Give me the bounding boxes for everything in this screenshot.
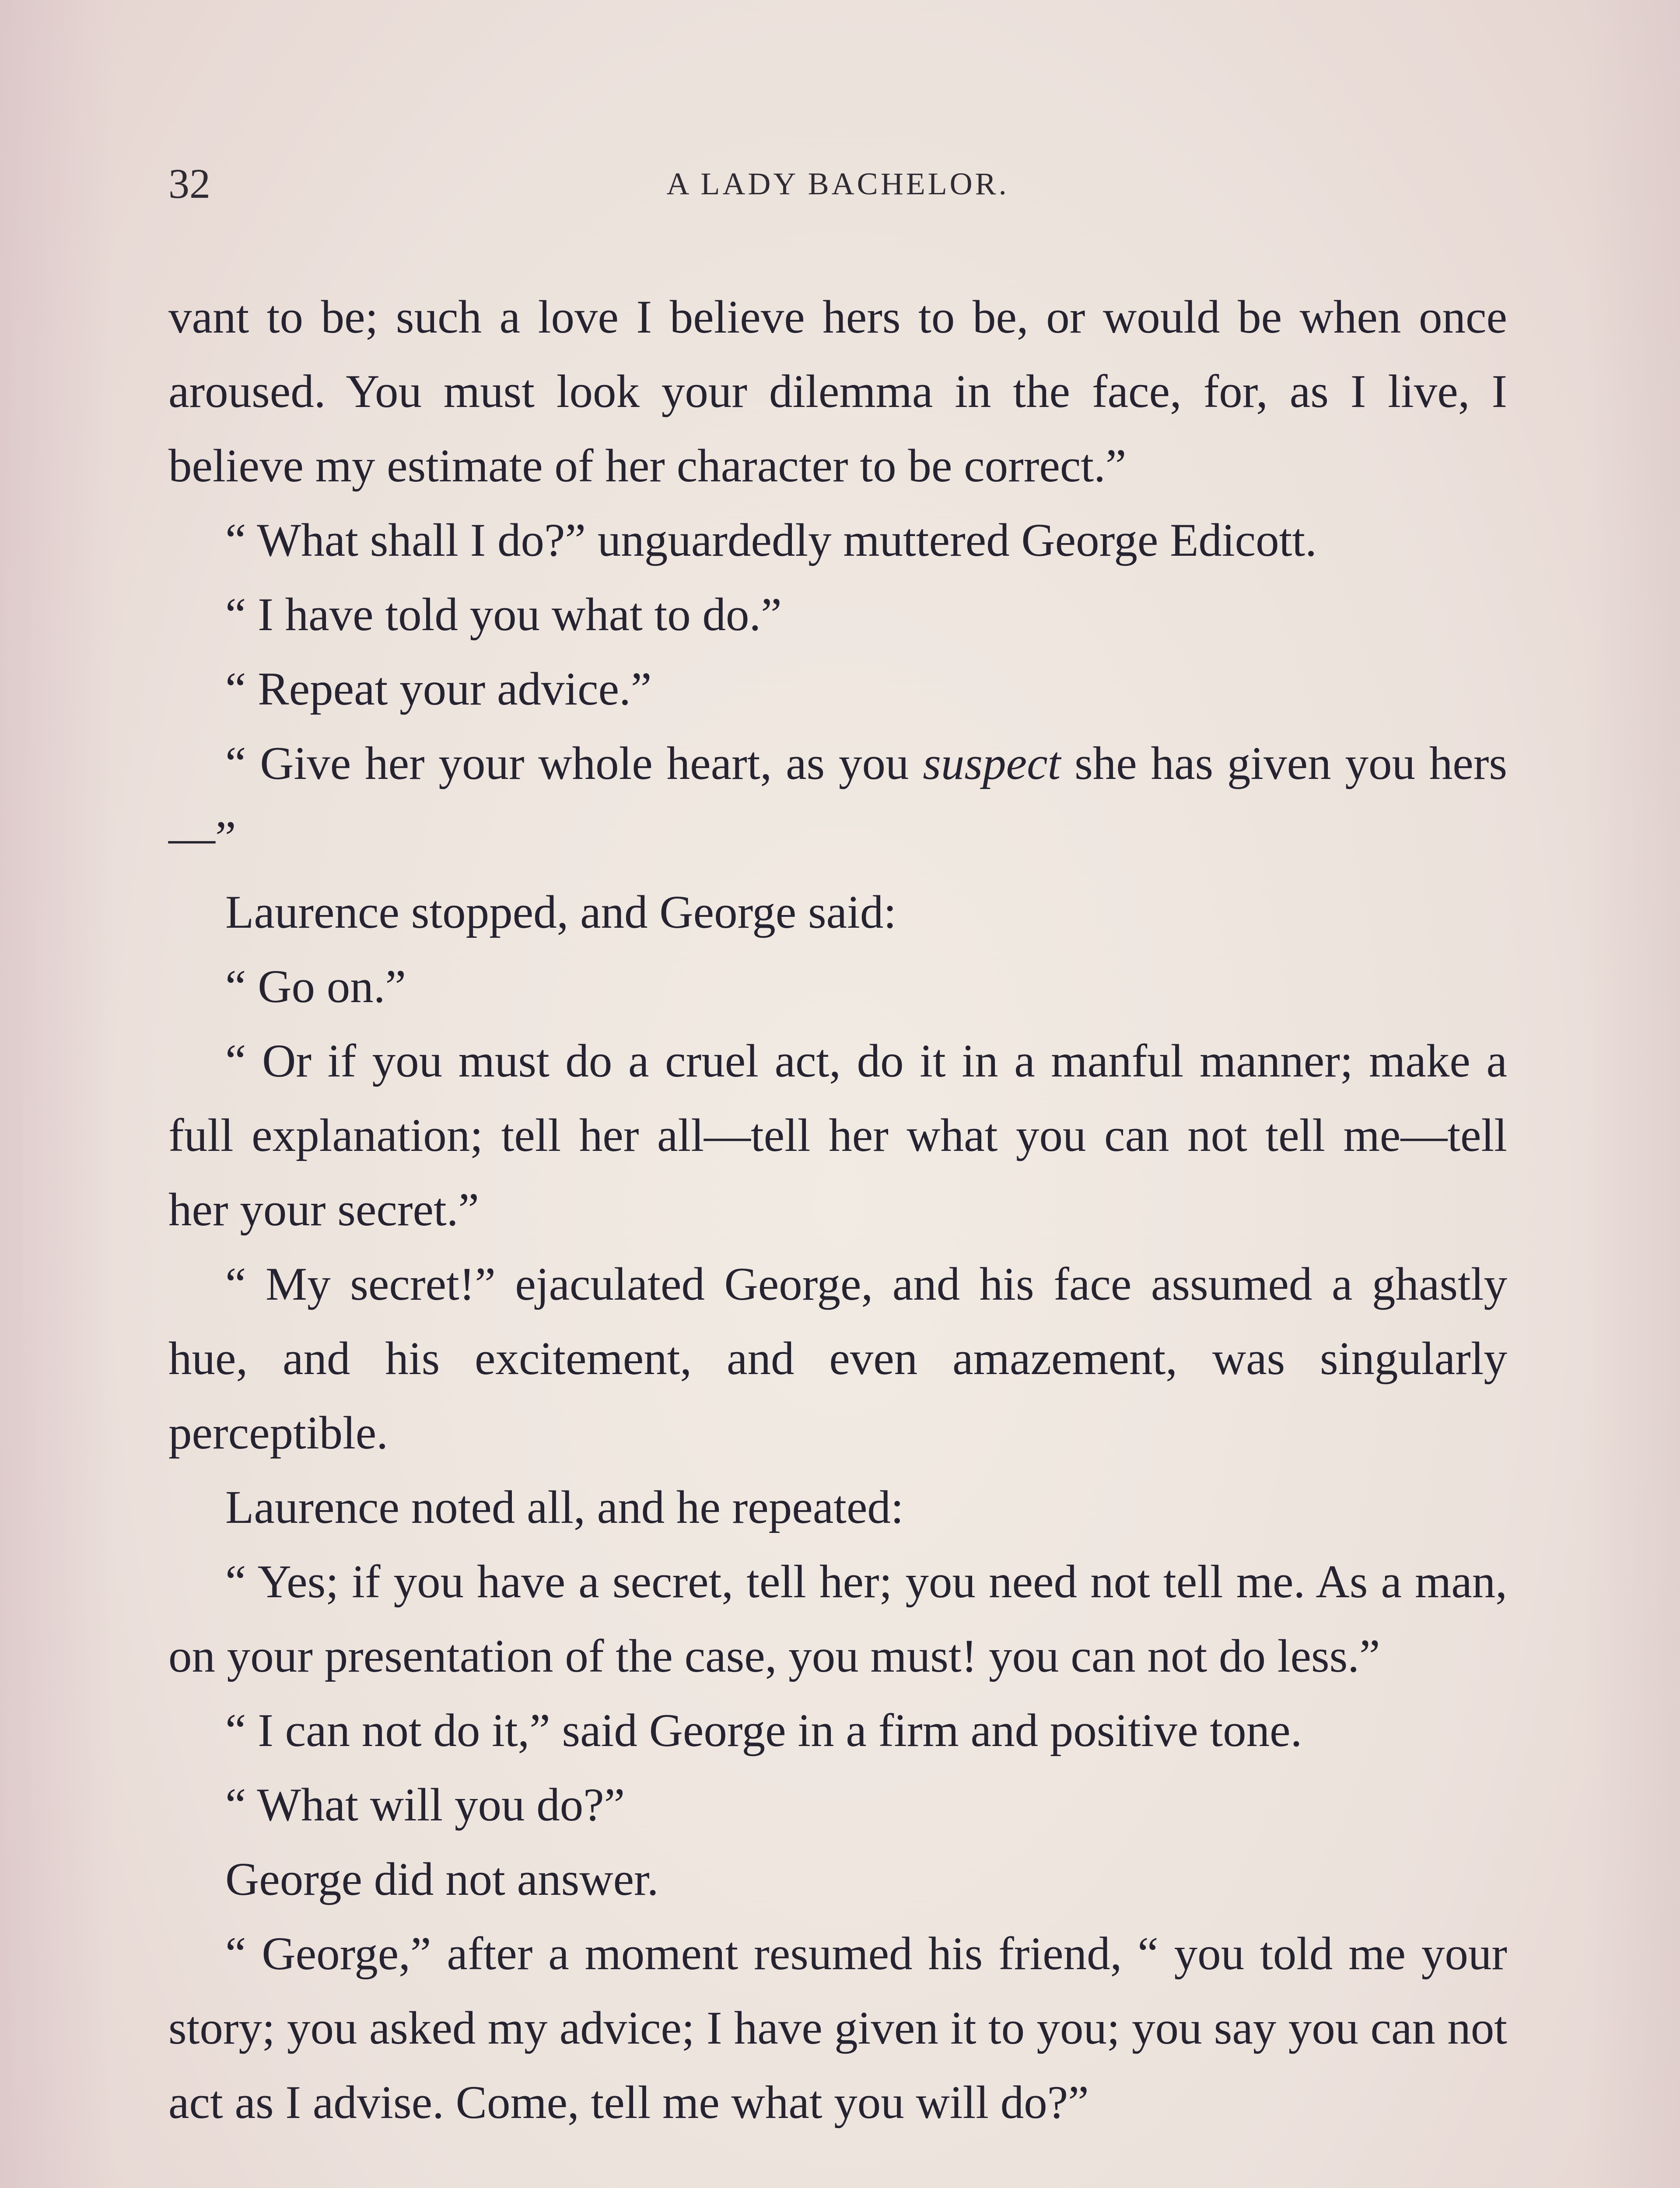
- paragraph: [168, 726, 1507, 875]
- emphasized-word: suspect: [923, 738, 1061, 789]
- body-text: [168, 280, 1507, 2140]
- page-edge-shading-right: [1584, 0, 1680, 2188]
- paragraph: “ What will you do?”: [225, 1779, 625, 1831]
- paragraph: “ I can not do it,” said George in a firm and positive tone.: [225, 1705, 1302, 1757]
- paragraph: Laurence noted all, and he repeated:: [225, 1482, 904, 1533]
- paragraph: “ What shall I do?” unguardedly muttered George Edicott.: [225, 515, 1317, 566]
- paragraph: Laurence stopped, and George said:: [225, 887, 897, 938]
- running-head: A LADY BACHELOR.: [666, 166, 1009, 201]
- paragraph: George did not answer.: [225, 1854, 659, 1905]
- page-number: 32: [168, 160, 210, 207]
- paragraph-text: she has given you hers—”: [168, 738, 1507, 864]
- paragraph: “ I have told you what to do.”: [225, 589, 782, 641]
- page-header: [168, 158, 1507, 210]
- paragraph-text: “ Give her your whole heart, as you: [225, 738, 923, 789]
- paragraph: vant to be; such a love I believe hers to be, or would be when once aroused. You must look your dilemma in the face, for, as I live, I believe my estimate of her character to be correct.”: [168, 291, 1507, 492]
- paragraph: “ George,” after a moment resumed his friend, “ you told me your story; you asked my advice; I have given it to you; you say you can not act as I advise. Come, tell me what you will do?”: [168, 1928, 1507, 2128]
- paragraph: “ Repeat your advice.”: [225, 663, 652, 715]
- paragraph: “ Or if you must do a cruel act, do it in a manful manner; make a full explanation; tell her all—tell her what you can not tell me—tell her your secret.”: [168, 1035, 1507, 1236]
- paragraph: “ Yes; if you have a secret, tell her; you need not tell me. As a man, on your presentation of the case, you must! you can not do less.”: [168, 1556, 1507, 1682]
- paragraph: “ My secret!” ejaculated George, and his face assumed a ghastly hue, and his excitement, and even amazement, was singularly perceptible.: [168, 1259, 1507, 1459]
- paragraph: “ Go on.”: [225, 961, 406, 1013]
- page-edge-shading-left: [0, 0, 114, 2188]
